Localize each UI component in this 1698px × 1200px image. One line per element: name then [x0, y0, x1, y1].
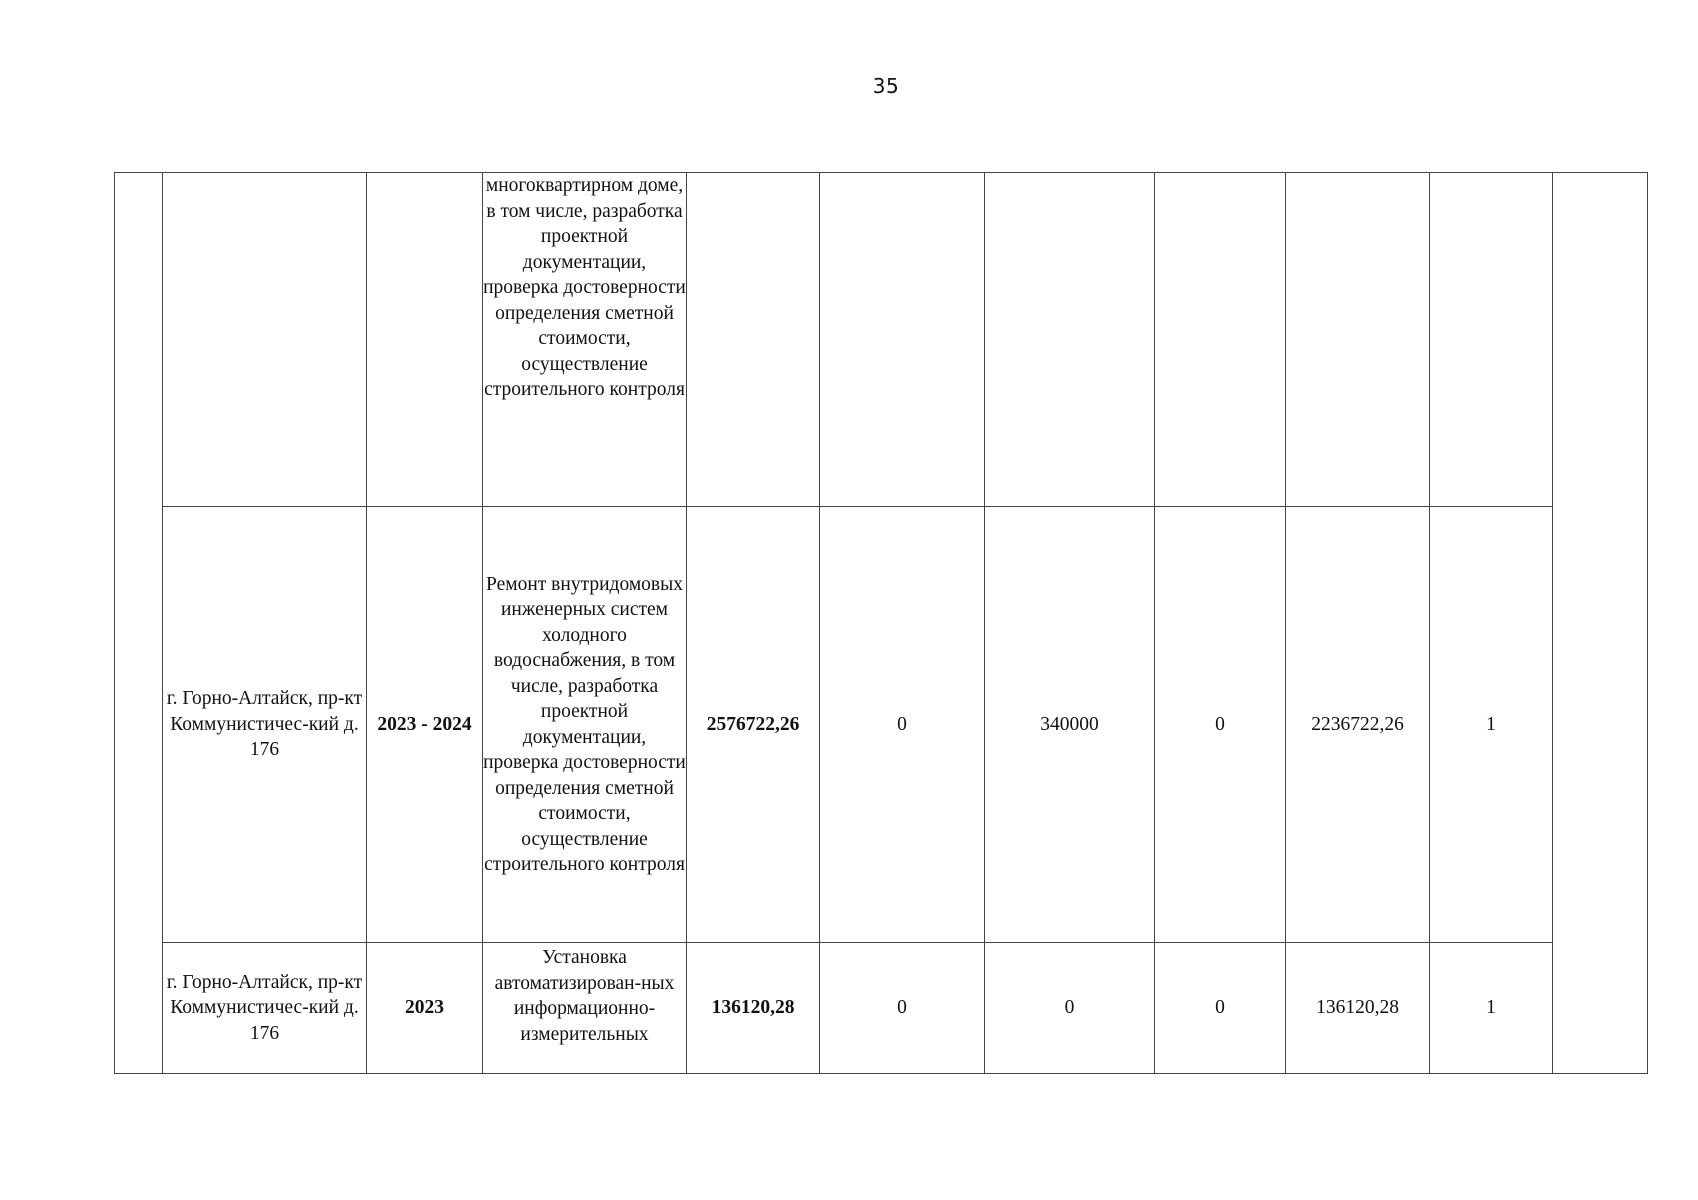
program-table — [114, 172, 1648, 1074]
cost-cell-3: 0 — [1155, 507, 1286, 943]
cost-cell-1: 0 — [820, 943, 985, 1074]
period-cell: 2023 - 2024 — [367, 507, 483, 943]
table-row — [115, 943, 1648, 1074]
cost-cell-3 — [1155, 173, 1286, 507]
total-cost-cell: 136120,28 — [687, 943, 820, 1074]
last-column-cell — [1553, 173, 1648, 1074]
total-cost-cell: 2576722,26 — [687, 507, 820, 943]
work-type-cell — [483, 943, 687, 1074]
count-cell — [1430, 173, 1553, 507]
cost-cell-4: 136120,28 — [1286, 943, 1430, 1074]
work-type-text: Установка автоматизирован-ных информационно-измерительных — [494, 947, 675, 1045]
cost-cell-2: 340000 — [985, 507, 1155, 943]
cost-cell-2 — [985, 173, 1155, 507]
total-cost-cell — [687, 173, 820, 507]
period-cell: 2023 — [367, 943, 483, 1074]
work-type-cell: Ремонт внутридомовых инженерных систем холодного водоснабжения, в том числе, разработка проектной документации, проверка достоверности определения сметной стоимости, осуществление строительного контроля — [483, 507, 687, 943]
cost-cell-4: 2236722,26 — [1286, 507, 1430, 943]
period-cell — [367, 173, 483, 507]
work-type-cell: многоквартирном доме, в том числе, разработка проектной документации, проверка достоверности определения сметной стоимости, осуществление строительного контроля — [483, 173, 687, 507]
cost-cell-2: 0 — [985, 943, 1155, 1074]
count-cell: 1 — [1430, 507, 1553, 943]
cost-cell-1 — [820, 173, 985, 507]
address-cell: г. Горно-Алтайск, пр-кт Коммунистичес-кий д. 176 — [163, 943, 367, 1074]
row-number-cell — [115, 173, 163, 1074]
address-cell: г. Горно-Алтайск, пр-кт Коммунистичес-кий д. 176 — [163, 507, 367, 943]
table-row — [115, 173, 1648, 507]
cost-cell-1: 0 — [820, 507, 985, 943]
count-cell: 1 — [1430, 943, 1553, 1074]
table-row — [115, 507, 1648, 943]
cost-cell-3: 0 — [1155, 943, 1286, 1074]
cost-cell-4 — [1286, 173, 1430, 507]
page-number: 35 — [872, 74, 900, 98]
address-cell — [163, 173, 367, 507]
